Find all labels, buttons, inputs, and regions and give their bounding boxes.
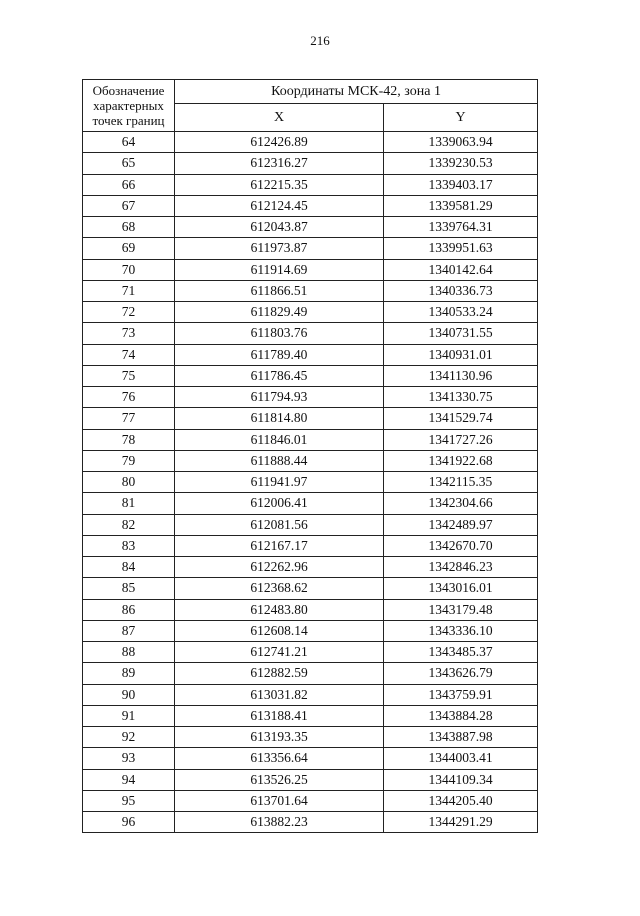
y-coordinate-cell: 1340731.55 — [384, 323, 538, 344]
x-coordinate-cell: 612426.89 — [175, 132, 384, 153]
y-coordinate-cell: 1341529.74 — [384, 408, 538, 429]
table-body — [83, 132, 538, 833]
x-coordinate-cell: 612316.27 — [175, 153, 384, 174]
table-row — [83, 790, 538, 811]
y-coordinate-cell: 1343336.10 — [384, 620, 538, 641]
table-row — [83, 557, 538, 578]
point-number-cell: 70 — [83, 259, 175, 280]
table-row — [83, 302, 538, 323]
y-coordinate-cell: 1339063.94 — [384, 132, 538, 153]
y-coordinate-cell: 1344205.40 — [384, 790, 538, 811]
x-coordinate-cell: 612167.17 — [175, 535, 384, 556]
y-coordinate-cell: 1340336.73 — [384, 280, 538, 301]
point-number-cell: 88 — [83, 642, 175, 663]
table-row — [83, 578, 538, 599]
y-coordinate-cell: 1339581.29 — [384, 195, 538, 216]
point-number-cell: 96 — [83, 812, 175, 833]
x-coordinate-cell: 611789.40 — [175, 344, 384, 365]
point-number-cell: 93 — [83, 748, 175, 769]
y-coordinate-cell: 1343884.28 — [384, 705, 538, 726]
x-coordinate-cell: 612608.14 — [175, 620, 384, 641]
x-coordinate-cell: 613701.64 — [175, 790, 384, 811]
x-coordinate-cell: 613356.64 — [175, 748, 384, 769]
y-coordinate-cell: 1340931.01 — [384, 344, 538, 365]
table-row — [83, 387, 538, 408]
point-number-cell: 86 — [83, 599, 175, 620]
table-row — [83, 195, 538, 216]
table-row — [83, 344, 538, 365]
table-row — [83, 238, 538, 259]
point-designation-header: Обозначение характерных точек границ — [83, 80, 175, 132]
x-coordinate-cell: 611814.80 — [175, 408, 384, 429]
x-coordinate-cell: 612124.45 — [175, 195, 384, 216]
x-coordinate-cell: 613526.25 — [175, 769, 384, 790]
table-row — [83, 323, 538, 344]
x-coordinate-cell: 612882.59 — [175, 663, 384, 684]
point-number-cell: 65 — [83, 153, 175, 174]
y-coordinate-cell: 1343485.37 — [384, 642, 538, 663]
x-coordinate-cell: 611803.76 — [175, 323, 384, 344]
y-coordinate-cell: 1344291.29 — [384, 812, 538, 833]
x-coordinate-cell: 612741.21 — [175, 642, 384, 663]
table-row — [83, 408, 538, 429]
point-number-cell: 95 — [83, 790, 175, 811]
x-coordinate-cell: 613188.41 — [175, 705, 384, 726]
x-coordinate-cell: 612483.80 — [175, 599, 384, 620]
y-coordinate-cell: 1341727.26 — [384, 429, 538, 450]
table-row — [83, 769, 538, 790]
y-coordinate-cell: 1341130.96 — [384, 365, 538, 386]
x-coordinate-cell: 611794.93 — [175, 387, 384, 408]
point-number-cell: 81 — [83, 493, 175, 514]
table-row — [83, 259, 538, 280]
y-coordinate-cell: 1342304.66 — [384, 493, 538, 514]
y-coordinate-cell: 1340142.64 — [384, 259, 538, 280]
point-number-cell: 82 — [83, 514, 175, 535]
table-row — [83, 153, 538, 174]
y-coordinate-cell: 1343179.48 — [384, 599, 538, 620]
point-number-cell: 64 — [83, 132, 175, 153]
table-row — [83, 535, 538, 556]
point-number-cell: 94 — [83, 769, 175, 790]
point-number-cell: 91 — [83, 705, 175, 726]
point-number-cell: 83 — [83, 535, 175, 556]
y-coordinate-cell: 1344109.34 — [384, 769, 538, 790]
point-number-cell: 69 — [83, 238, 175, 259]
y-coordinate-cell: 1343626.79 — [384, 663, 538, 684]
y-coordinate-cell: 1342846.23 — [384, 557, 538, 578]
y-column-header: Y — [384, 104, 538, 132]
table-row — [83, 429, 538, 450]
table-row — [83, 472, 538, 493]
table-row — [83, 174, 538, 195]
y-coordinate-cell: 1339403.17 — [384, 174, 538, 195]
table-row — [83, 493, 538, 514]
table-row — [83, 620, 538, 641]
y-coordinate-cell: 1343016.01 — [384, 578, 538, 599]
point-number-cell: 75 — [83, 365, 175, 386]
point-number-cell: 85 — [83, 578, 175, 599]
table-row — [83, 280, 538, 301]
x-coordinate-cell: 611941.97 — [175, 472, 384, 493]
y-coordinate-cell: 1339764.31 — [384, 217, 538, 238]
point-number-cell: 87 — [83, 620, 175, 641]
y-coordinate-cell: 1341330.75 — [384, 387, 538, 408]
point-number-cell: 77 — [83, 408, 175, 429]
x-coordinate-cell: 611888.44 — [175, 450, 384, 471]
x-coordinate-cell: 611914.69 — [175, 259, 384, 280]
table-row — [83, 748, 538, 769]
y-coordinate-cell: 1339230.53 — [384, 153, 538, 174]
point-number-cell: 73 — [83, 323, 175, 344]
point-number-cell: 84 — [83, 557, 175, 578]
y-coordinate-cell: 1339951.63 — [384, 238, 538, 259]
table-row — [83, 705, 538, 726]
y-coordinate-cell: 1342670.70 — [384, 535, 538, 556]
point-number-cell: 68 — [83, 217, 175, 238]
point-number-cell: 79 — [83, 450, 175, 471]
x-coordinate-cell: 613882.23 — [175, 812, 384, 833]
point-number-cell: 67 — [83, 195, 175, 216]
table-row — [83, 365, 538, 386]
point-number-cell: 92 — [83, 727, 175, 748]
y-coordinate-cell: 1340533.24 — [384, 302, 538, 323]
x-coordinate-cell: 611973.87 — [175, 238, 384, 259]
y-coordinate-cell: 1342489.97 — [384, 514, 538, 535]
coordinates-table — [82, 79, 538, 833]
x-coordinate-cell: 613031.82 — [175, 684, 384, 705]
table-row — [83, 663, 538, 684]
x-coordinate-cell: 612262.96 — [175, 557, 384, 578]
x-coordinate-cell: 613193.35 — [175, 727, 384, 748]
y-coordinate-cell: 1343887.98 — [384, 727, 538, 748]
point-number-cell: 66 — [83, 174, 175, 195]
x-coordinate-cell: 611846.01 — [175, 429, 384, 450]
x-coordinate-cell: 612006.41 — [175, 493, 384, 514]
table-row — [83, 642, 538, 663]
x-coordinate-cell: 612043.87 — [175, 217, 384, 238]
x-coordinate-cell: 611786.45 — [175, 365, 384, 386]
table-row — [83, 812, 538, 833]
x-coordinate-cell: 612081.56 — [175, 514, 384, 535]
table-row — [83, 514, 538, 535]
y-coordinate-cell: 1342115.35 — [384, 472, 538, 493]
coordinate-system-header: Координаты МСК-42, зона 1 — [175, 80, 538, 104]
table-row — [83, 217, 538, 238]
y-coordinate-cell: 1344003.41 — [384, 748, 538, 769]
table-row — [83, 132, 538, 153]
point-number-cell: 74 — [83, 344, 175, 365]
point-number-cell: 76 — [83, 387, 175, 408]
x-coordinate-cell: 611829.49 — [175, 302, 384, 323]
y-coordinate-cell: 1341922.68 — [384, 450, 538, 471]
x-column-header: X — [175, 104, 384, 132]
point-number-cell: 80 — [83, 472, 175, 493]
point-number-cell: 89 — [83, 663, 175, 684]
point-number-cell: 78 — [83, 429, 175, 450]
x-coordinate-cell: 612215.35 — [175, 174, 384, 195]
table-header — [83, 80, 538, 132]
point-number-cell: 71 — [83, 280, 175, 301]
page-number: 216 — [310, 33, 330, 48]
table-row — [83, 684, 538, 705]
y-coordinate-cell: 1343759.91 — [384, 684, 538, 705]
table-row — [83, 727, 538, 748]
x-coordinate-cell: 611866.51 — [175, 280, 384, 301]
point-number-cell: 90 — [83, 684, 175, 705]
table-row — [83, 599, 538, 620]
table-row — [83, 450, 538, 471]
point-number-cell: 72 — [83, 302, 175, 323]
x-coordinate-cell: 612368.62 — [175, 578, 384, 599]
